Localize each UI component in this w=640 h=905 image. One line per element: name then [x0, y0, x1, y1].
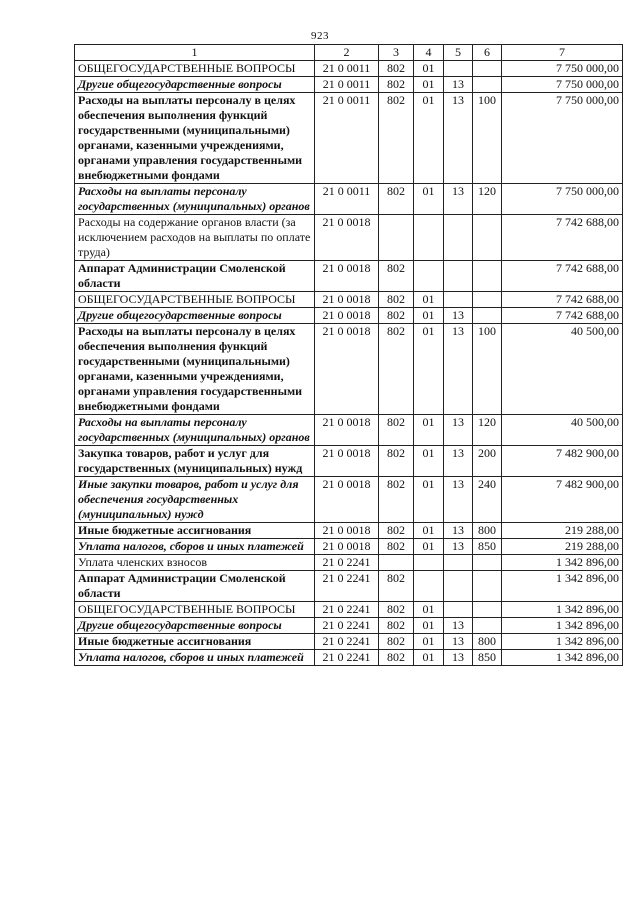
- row-name-cell: ОБЩЕГОСУДАРСТВЕННЫЕ ВОПРОСЫ: [75, 292, 315, 308]
- table-row: [75, 602, 623, 618]
- table-row: [75, 634, 623, 650]
- row-section-cell: 01: [414, 634, 444, 650]
- row-amount-cell: 1 342 896,00: [502, 618, 623, 634]
- table-row: [75, 555, 623, 571]
- row-amount-cell: 7 482 900,00: [502, 446, 623, 477]
- row-target-article-cell: 21 0 2241: [315, 602, 379, 618]
- row-expense-type-cell: [473, 571, 502, 602]
- row-amount-cell: 7 742 688,00: [502, 308, 623, 324]
- row-name-cell: Расходы на выплаты персоналу в целях обеспечения выполнения функций государственными (муниципальными) органами, казенными учреждениями, органами управления государственными внебюджетными фондами: [75, 93, 315, 184]
- row-subsection-cell: [444, 61, 473, 77]
- row-amount-cell: 7 482 900,00: [502, 477, 623, 523]
- column-header-vr: 6: [473, 45, 502, 61]
- row-subsection-cell: 13: [444, 184, 473, 215]
- row-amount-cell: 7 742 688,00: [502, 292, 623, 308]
- row-grbs-cell: [379, 215, 414, 261]
- row-amount-cell: 1 342 896,00: [502, 571, 623, 602]
- row-expense-type-cell: 120: [473, 415, 502, 446]
- budget-table: [74, 44, 623, 666]
- column-header-amount: 7: [502, 45, 623, 61]
- row-name-cell: Иные бюджетные ассигнования: [75, 523, 315, 539]
- table-row: [75, 324, 623, 415]
- row-grbs-cell: 802: [379, 308, 414, 324]
- table-body: [75, 61, 623, 666]
- row-subsection-cell: 13: [444, 308, 473, 324]
- row-expense-type-cell: 800: [473, 634, 502, 650]
- row-target-article-cell: 21 0 0011: [315, 61, 379, 77]
- row-subsection-cell: 13: [444, 634, 473, 650]
- row-subsection-cell: [444, 292, 473, 308]
- row-subsection-cell: 13: [444, 93, 473, 184]
- row-expense-type-cell: [473, 261, 502, 292]
- row-subsection-cell: 13: [444, 618, 473, 634]
- row-expense-type-cell: 850: [473, 650, 502, 666]
- row-target-article-cell: 21 0 0018: [315, 324, 379, 415]
- row-expense-type-cell: 240: [473, 477, 502, 523]
- row-section-cell: 01: [414, 602, 444, 618]
- row-amount-cell: 1 342 896,00: [502, 555, 623, 571]
- row-section-cell: 01: [414, 523, 444, 539]
- row-target-article-cell: 21 0 0018: [315, 477, 379, 523]
- row-target-article-cell: 21 0 2241: [315, 650, 379, 666]
- row-amount-cell: 7 750 000,00: [502, 61, 623, 77]
- table-row: [75, 523, 623, 539]
- header-row: [75, 45, 623, 61]
- row-name-cell: Уплата членских взносов: [75, 555, 315, 571]
- row-subsection-cell: [444, 261, 473, 292]
- row-name-cell: Уплата налогов, сборов и иных платежей: [75, 539, 315, 555]
- row-subsection-cell: 13: [444, 523, 473, 539]
- row-amount-cell: 7 750 000,00: [502, 184, 623, 215]
- table-row: [75, 93, 623, 184]
- row-grbs-cell: 802: [379, 634, 414, 650]
- row-name-cell: Другие общегосударственные вопросы: [75, 308, 315, 324]
- row-name-cell: Расходы на выплаты персоналу государственных (муниципальных) органов: [75, 184, 315, 215]
- row-section-cell: 01: [414, 292, 444, 308]
- row-section-cell: 01: [414, 446, 444, 477]
- table-row: [75, 77, 623, 93]
- row-expense-type-cell: [473, 602, 502, 618]
- row-expense-type-cell: [473, 77, 502, 93]
- row-section-cell: [414, 261, 444, 292]
- row-grbs-cell: 802: [379, 324, 414, 415]
- row-expense-type-cell: [473, 618, 502, 634]
- row-name-cell: Иные закупки товаров, работ и услуг для обеспечения государственных (муниципальных) нужд: [75, 477, 315, 523]
- table-row: [75, 539, 623, 555]
- table-row: [75, 446, 623, 477]
- row-name-cell: Расходы на содержание органов власти (за исключением расходов на выплаты по оплате труда): [75, 215, 315, 261]
- row-name-cell: ОБЩЕГОСУДАРСТВЕННЫЕ ВОПРОСЫ: [75, 61, 315, 77]
- row-target-article-cell: 21 0 0018: [315, 523, 379, 539]
- row-grbs-cell: 802: [379, 539, 414, 555]
- row-target-article-cell: 21 0 0011: [315, 93, 379, 184]
- row-amount-cell: 7 742 688,00: [502, 261, 623, 292]
- row-target-article-cell: 21 0 0018: [315, 292, 379, 308]
- row-target-article-cell: 21 0 2241: [315, 634, 379, 650]
- row-target-article-cell: 21 0 0011: [315, 77, 379, 93]
- row-subsection-cell: [444, 555, 473, 571]
- row-expense-type-cell: 200: [473, 446, 502, 477]
- table-row: [75, 61, 623, 77]
- row-section-cell: 01: [414, 308, 444, 324]
- row-amount-cell: 40 500,00: [502, 415, 623, 446]
- row-target-article-cell: 21 0 0018: [315, 539, 379, 555]
- table-row: [75, 415, 623, 446]
- row-grbs-cell: 802: [379, 61, 414, 77]
- row-subsection-cell: 13: [444, 77, 473, 93]
- row-amount-cell: 219 288,00: [502, 539, 623, 555]
- row-subsection-cell: 13: [444, 477, 473, 523]
- row-target-article-cell: 21 0 2241: [315, 555, 379, 571]
- row-amount-cell: 1 342 896,00: [502, 650, 623, 666]
- table-row: [75, 308, 623, 324]
- row-subsection-cell: 13: [444, 650, 473, 666]
- row-subsection-cell: [444, 571, 473, 602]
- row-grbs-cell: 802: [379, 261, 414, 292]
- row-grbs-cell: 802: [379, 477, 414, 523]
- row-name-cell: Расходы на выплаты персоналу в целях обеспечения выполнения функций государственными (муниципальными) органами, казенными учреждениями, органами управления государственными внебюджетными фондами: [75, 324, 315, 415]
- table-row: [75, 215, 623, 261]
- row-target-article-cell: 21 0 0018: [315, 446, 379, 477]
- row-name-cell: Закупка товаров, работ и услуг для государственных (муниципальных) нужд: [75, 446, 315, 477]
- row-target-article-cell: 21 0 0011: [315, 184, 379, 215]
- row-expense-type-cell: 850: [473, 539, 502, 555]
- row-target-article-cell: 21 0 0018: [315, 415, 379, 446]
- page-number: 923: [311, 30, 329, 42]
- row-grbs-cell: 802: [379, 292, 414, 308]
- table-header: [75, 45, 623, 61]
- row-name-cell: Аппарат Администрации Смоленской области: [75, 571, 315, 602]
- column-header-pr: 5: [444, 45, 473, 61]
- row-target-article-cell: 21 0 0018: [315, 308, 379, 324]
- row-target-article-cell: 21 0 2241: [315, 618, 379, 634]
- row-expense-type-cell: 100: [473, 324, 502, 415]
- row-name-cell: ОБЩЕГОСУДАРСТВЕННЫЕ ВОПРОСЫ: [75, 602, 315, 618]
- row-section-cell: [414, 571, 444, 602]
- row-section-cell: 01: [414, 61, 444, 77]
- row-section-cell: 01: [414, 77, 444, 93]
- column-header-csr: 2: [315, 45, 379, 61]
- row-amount-cell: 7 742 688,00: [502, 215, 623, 261]
- row-target-article-cell: 21 0 0018: [315, 215, 379, 261]
- row-grbs-cell: 802: [379, 446, 414, 477]
- row-grbs-cell: 802: [379, 523, 414, 539]
- row-name-cell: Другие общегосударственные вопросы: [75, 77, 315, 93]
- row-grbs-cell: 802: [379, 650, 414, 666]
- row-amount-cell: 40 500,00: [502, 324, 623, 415]
- row-subsection-cell: 13: [444, 539, 473, 555]
- row-amount-cell: 7 750 000,00: [502, 77, 623, 93]
- row-name-cell: Уплата налогов, сборов и иных платежей: [75, 650, 315, 666]
- table-row: [75, 184, 623, 215]
- row-section-cell: 01: [414, 184, 444, 215]
- row-target-article-cell: 21 0 0018: [315, 261, 379, 292]
- row-target-article-cell: 21 0 2241: [315, 571, 379, 602]
- column-header-name: 1: [75, 45, 315, 61]
- row-name-cell: Другие общегосударственные вопросы: [75, 618, 315, 634]
- row-grbs-cell: 802: [379, 571, 414, 602]
- row-subsection-cell: 13: [444, 446, 473, 477]
- row-subsection-cell: [444, 215, 473, 261]
- row-section-cell: 01: [414, 618, 444, 634]
- row-amount-cell: 7 750 000,00: [502, 93, 623, 184]
- table-row: [75, 650, 623, 666]
- row-section-cell: 01: [414, 477, 444, 523]
- column-header-grbs: 3: [379, 45, 414, 61]
- row-subsection-cell: [444, 602, 473, 618]
- row-grbs-cell: [379, 555, 414, 571]
- row-grbs-cell: 802: [379, 184, 414, 215]
- table-row: [75, 571, 623, 602]
- table-row: [75, 477, 623, 523]
- row-name-cell: Иные бюджетные ассигнования: [75, 634, 315, 650]
- row-expense-type-cell: [473, 292, 502, 308]
- row-expense-type-cell: [473, 61, 502, 77]
- row-name-cell: Аппарат Администрации Смоленской области: [75, 261, 315, 292]
- row-name-cell: Расходы на выплаты персоналу государственных (муниципальных) органов: [75, 415, 315, 446]
- row-section-cell: [414, 555, 444, 571]
- row-amount-cell: 219 288,00: [502, 523, 623, 539]
- row-grbs-cell: 802: [379, 618, 414, 634]
- row-subsection-cell: 13: [444, 324, 473, 415]
- row-grbs-cell: 802: [379, 415, 414, 446]
- row-expense-type-cell: [473, 215, 502, 261]
- row-expense-type-cell: 100: [473, 93, 502, 184]
- table-row: [75, 261, 623, 292]
- row-section-cell: 01: [414, 415, 444, 446]
- row-section-cell: [414, 215, 444, 261]
- row-expense-type-cell: [473, 555, 502, 571]
- row-grbs-cell: 802: [379, 77, 414, 93]
- row-expense-type-cell: 120: [473, 184, 502, 215]
- row-amount-cell: 1 342 896,00: [502, 602, 623, 618]
- column-header-rz: 4: [414, 45, 444, 61]
- table-row: [75, 292, 623, 308]
- table-row: [75, 618, 623, 634]
- row-section-cell: 01: [414, 93, 444, 184]
- row-expense-type-cell: 800: [473, 523, 502, 539]
- row-section-cell: 01: [414, 539, 444, 555]
- row-amount-cell: 1 342 896,00: [502, 634, 623, 650]
- row-grbs-cell: 802: [379, 602, 414, 618]
- row-subsection-cell: 13: [444, 415, 473, 446]
- row-section-cell: 01: [414, 650, 444, 666]
- row-section-cell: 01: [414, 324, 444, 415]
- row-grbs-cell: 802: [379, 93, 414, 184]
- row-expense-type-cell: [473, 308, 502, 324]
